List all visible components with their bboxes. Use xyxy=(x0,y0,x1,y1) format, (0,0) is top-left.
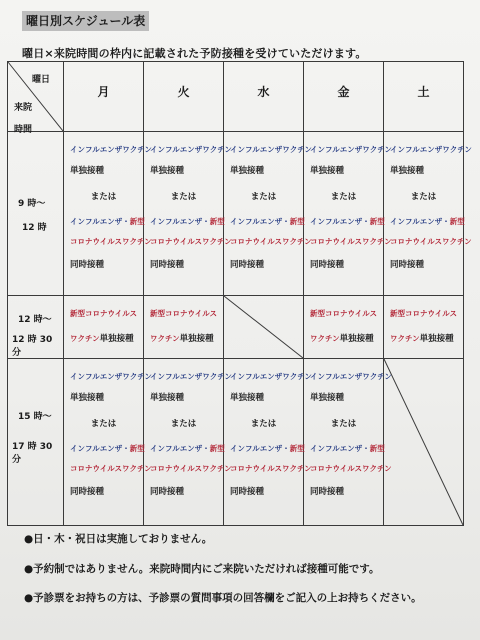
cell-tue-afternoon xyxy=(144,359,232,526)
single-dose-label: 単独接種 xyxy=(70,393,105,403)
day-header-sat: 土 xyxy=(384,62,464,132)
single-dose-label: 単独接種 xyxy=(310,166,345,176)
day-header-tue: 火 xyxy=(144,62,224,132)
single-dose-label: 単独接種 xyxy=(390,166,425,176)
single-dose-label: 単独接種 xyxy=(230,166,265,176)
cell-tue-morning xyxy=(144,132,232,296)
or-label: または xyxy=(330,192,357,202)
cell-fri-afternoon xyxy=(304,359,392,526)
time-start: 12 時～ xyxy=(18,315,52,325)
note-questionnaire: ●予診票をお持ちの方は、予診票の質問事項の回答欄をご記入の上お持ちください。 xyxy=(24,592,422,604)
day-header-fri: 金 xyxy=(304,62,384,132)
cell-mon-noon xyxy=(64,296,144,359)
time-slot-noon xyxy=(8,296,64,359)
covid-vaccine-label: 新型コロナウイルス xyxy=(390,309,458,318)
unavailable-diagonal xyxy=(224,296,303,358)
covid-single-dose-label: ワクチン単独接種 xyxy=(390,334,454,344)
simultaneous-dose-label: 同時接種 xyxy=(70,487,105,497)
single-dose-label: 単独接種 xyxy=(150,393,185,403)
single-dose-label: 単独接種 xyxy=(150,166,185,176)
simultaneous-dose-label: 同時接種 xyxy=(150,487,185,497)
time-start: 15 時～ xyxy=(18,412,52,422)
cell-wed-morning xyxy=(224,132,312,296)
or-label: または xyxy=(90,419,117,429)
corona-vaccine-label: コロナウイルスワクチン xyxy=(390,237,472,246)
covid-vaccine-label: 新型コロナウイルス xyxy=(70,309,138,318)
simultaneous-dose-label: 同時接種 xyxy=(310,487,345,497)
corona-vaccine-label: コロナウイルスワクチン xyxy=(230,464,312,473)
single-dose-label: 単独接種 xyxy=(230,393,265,403)
corner-visit-label: 来院 xyxy=(14,103,33,113)
or-label: または xyxy=(170,192,197,202)
flu-covid-label: インフルエンザ・新型 xyxy=(310,444,385,453)
flu-covid-label: インフルエンザ・新型 xyxy=(70,444,145,453)
flu-covid-label: インフルエンザ・新型 xyxy=(230,444,305,453)
day-header-wed: 水 xyxy=(224,62,304,132)
simultaneous-dose-label: 同時接種 xyxy=(230,260,265,270)
flu-covid-label: インフルエンザ・新型 xyxy=(150,217,225,226)
simultaneous-dose-label: 同時接種 xyxy=(230,487,265,497)
corona-vaccine-label: コロナウイルスワクチン xyxy=(70,464,152,473)
cell-sat-afternoon-unavailable xyxy=(384,359,464,526)
or-label: または xyxy=(170,419,197,429)
cell-wed-noon-unavailable xyxy=(224,296,304,359)
or-label: または xyxy=(250,419,277,429)
cell-sat-morning xyxy=(384,132,472,296)
corona-vaccine-label: コロナウイルスワクチン xyxy=(150,237,232,246)
flu-covid-label: インフルエンザ・新型 xyxy=(150,444,225,453)
flu-covid-label: インフルエンザ・新型 xyxy=(310,217,385,226)
simultaneous-dose-label: 同時接種 xyxy=(390,260,425,270)
corner-diagonal xyxy=(8,62,63,131)
time-start: 9 時～ xyxy=(18,199,46,209)
cell-wed-afternoon xyxy=(224,359,312,526)
flu-vaccine-label: インフルエンザワクチン xyxy=(230,145,312,154)
corona-vaccine-label: コロナウイルスワクチン xyxy=(150,464,232,473)
cell-mon-morning xyxy=(64,132,152,296)
flu-vaccine-label: インフルエンザワクチン xyxy=(230,372,312,381)
single-dose-label: 単独接種 xyxy=(70,166,105,176)
flu-vaccine-label: インフルエンザワクチン xyxy=(310,145,392,154)
corona-vaccine-label: コロナウイルスワクチン xyxy=(230,237,312,246)
time-end: 12 時 xyxy=(22,223,47,233)
covid-vaccine-label: 新型コロナウイルス xyxy=(310,309,378,318)
flu-covid-label: インフルエンザ・新型 xyxy=(390,217,465,226)
time-end: 12 時 30 分 xyxy=(12,335,53,358)
flu-vaccine-label: インフルエンザワクチン xyxy=(70,372,152,381)
or-label: または xyxy=(330,419,357,429)
flu-vaccine-label: インフルエンザワクチン xyxy=(310,372,392,381)
flu-vaccine-label: インフルエンザワクチン xyxy=(150,145,232,154)
simultaneous-dose-label: 同時接種 xyxy=(70,260,105,270)
cell-mon-afternoon xyxy=(64,359,152,526)
schedule-table xyxy=(7,61,472,526)
corona-vaccine-label: コロナウイルスワクチン xyxy=(310,237,392,246)
or-label: または xyxy=(410,192,437,202)
or-label: または xyxy=(90,192,117,202)
time-slot-morning xyxy=(8,132,64,296)
unavailable-diagonal xyxy=(384,359,463,525)
cell-fri-noon xyxy=(304,296,384,359)
corner-day-label: 曜日 xyxy=(32,75,51,85)
covid-single-dose-label: ワクチン単独接種 xyxy=(70,334,134,344)
flu-vaccine-label: インフルエンザワクチン xyxy=(70,145,152,154)
flu-vaccine-label: インフルエンザワクチン xyxy=(390,145,472,154)
page-subtitle: 曜日×来院時間の枠内に記載された予防接種を受けていただけます。 xyxy=(22,47,367,60)
simultaneous-dose-label: 同時接種 xyxy=(150,260,185,270)
or-label: または xyxy=(250,192,277,202)
time-slot-afternoon xyxy=(8,359,64,526)
table-corner-cell xyxy=(8,62,64,135)
corona-vaccine-label: コロナウイルスワクチン xyxy=(70,237,152,246)
cell-tue-noon xyxy=(144,296,224,359)
note-closed-days: ●日・木・祝日は実施しておりません。 xyxy=(24,533,213,545)
single-dose-label: 単独接種 xyxy=(310,393,345,403)
simultaneous-dose-label: 同時接種 xyxy=(310,260,345,270)
flu-covid-label: インフルエンザ・新型 xyxy=(230,217,305,226)
flu-vaccine-label: インフルエンザワクチン xyxy=(150,372,232,381)
page-title: 曜日別スケジュール表 xyxy=(22,11,149,31)
time-end: 17 時 30 分 xyxy=(12,442,53,465)
covid-vaccine-label: 新型コロナウイルス xyxy=(150,309,218,318)
cell-fri-morning xyxy=(304,132,392,296)
flu-covid-label: インフルエンザ・新型 xyxy=(70,217,145,226)
corner-time-label: 時間 xyxy=(14,125,33,135)
note-no-reservation: ●予約制ではありません。来院時間内にご来院いただければ接種可能です。 xyxy=(24,563,380,575)
corona-vaccine-label: コロナウイルスワクチン xyxy=(310,464,392,473)
day-header-mon: 月 xyxy=(64,62,144,132)
covid-single-dose-label: ワクチン単独接種 xyxy=(150,334,214,344)
covid-single-dose-label: ワクチン単独接種 xyxy=(310,334,374,344)
cell-sat-noon xyxy=(384,296,464,359)
